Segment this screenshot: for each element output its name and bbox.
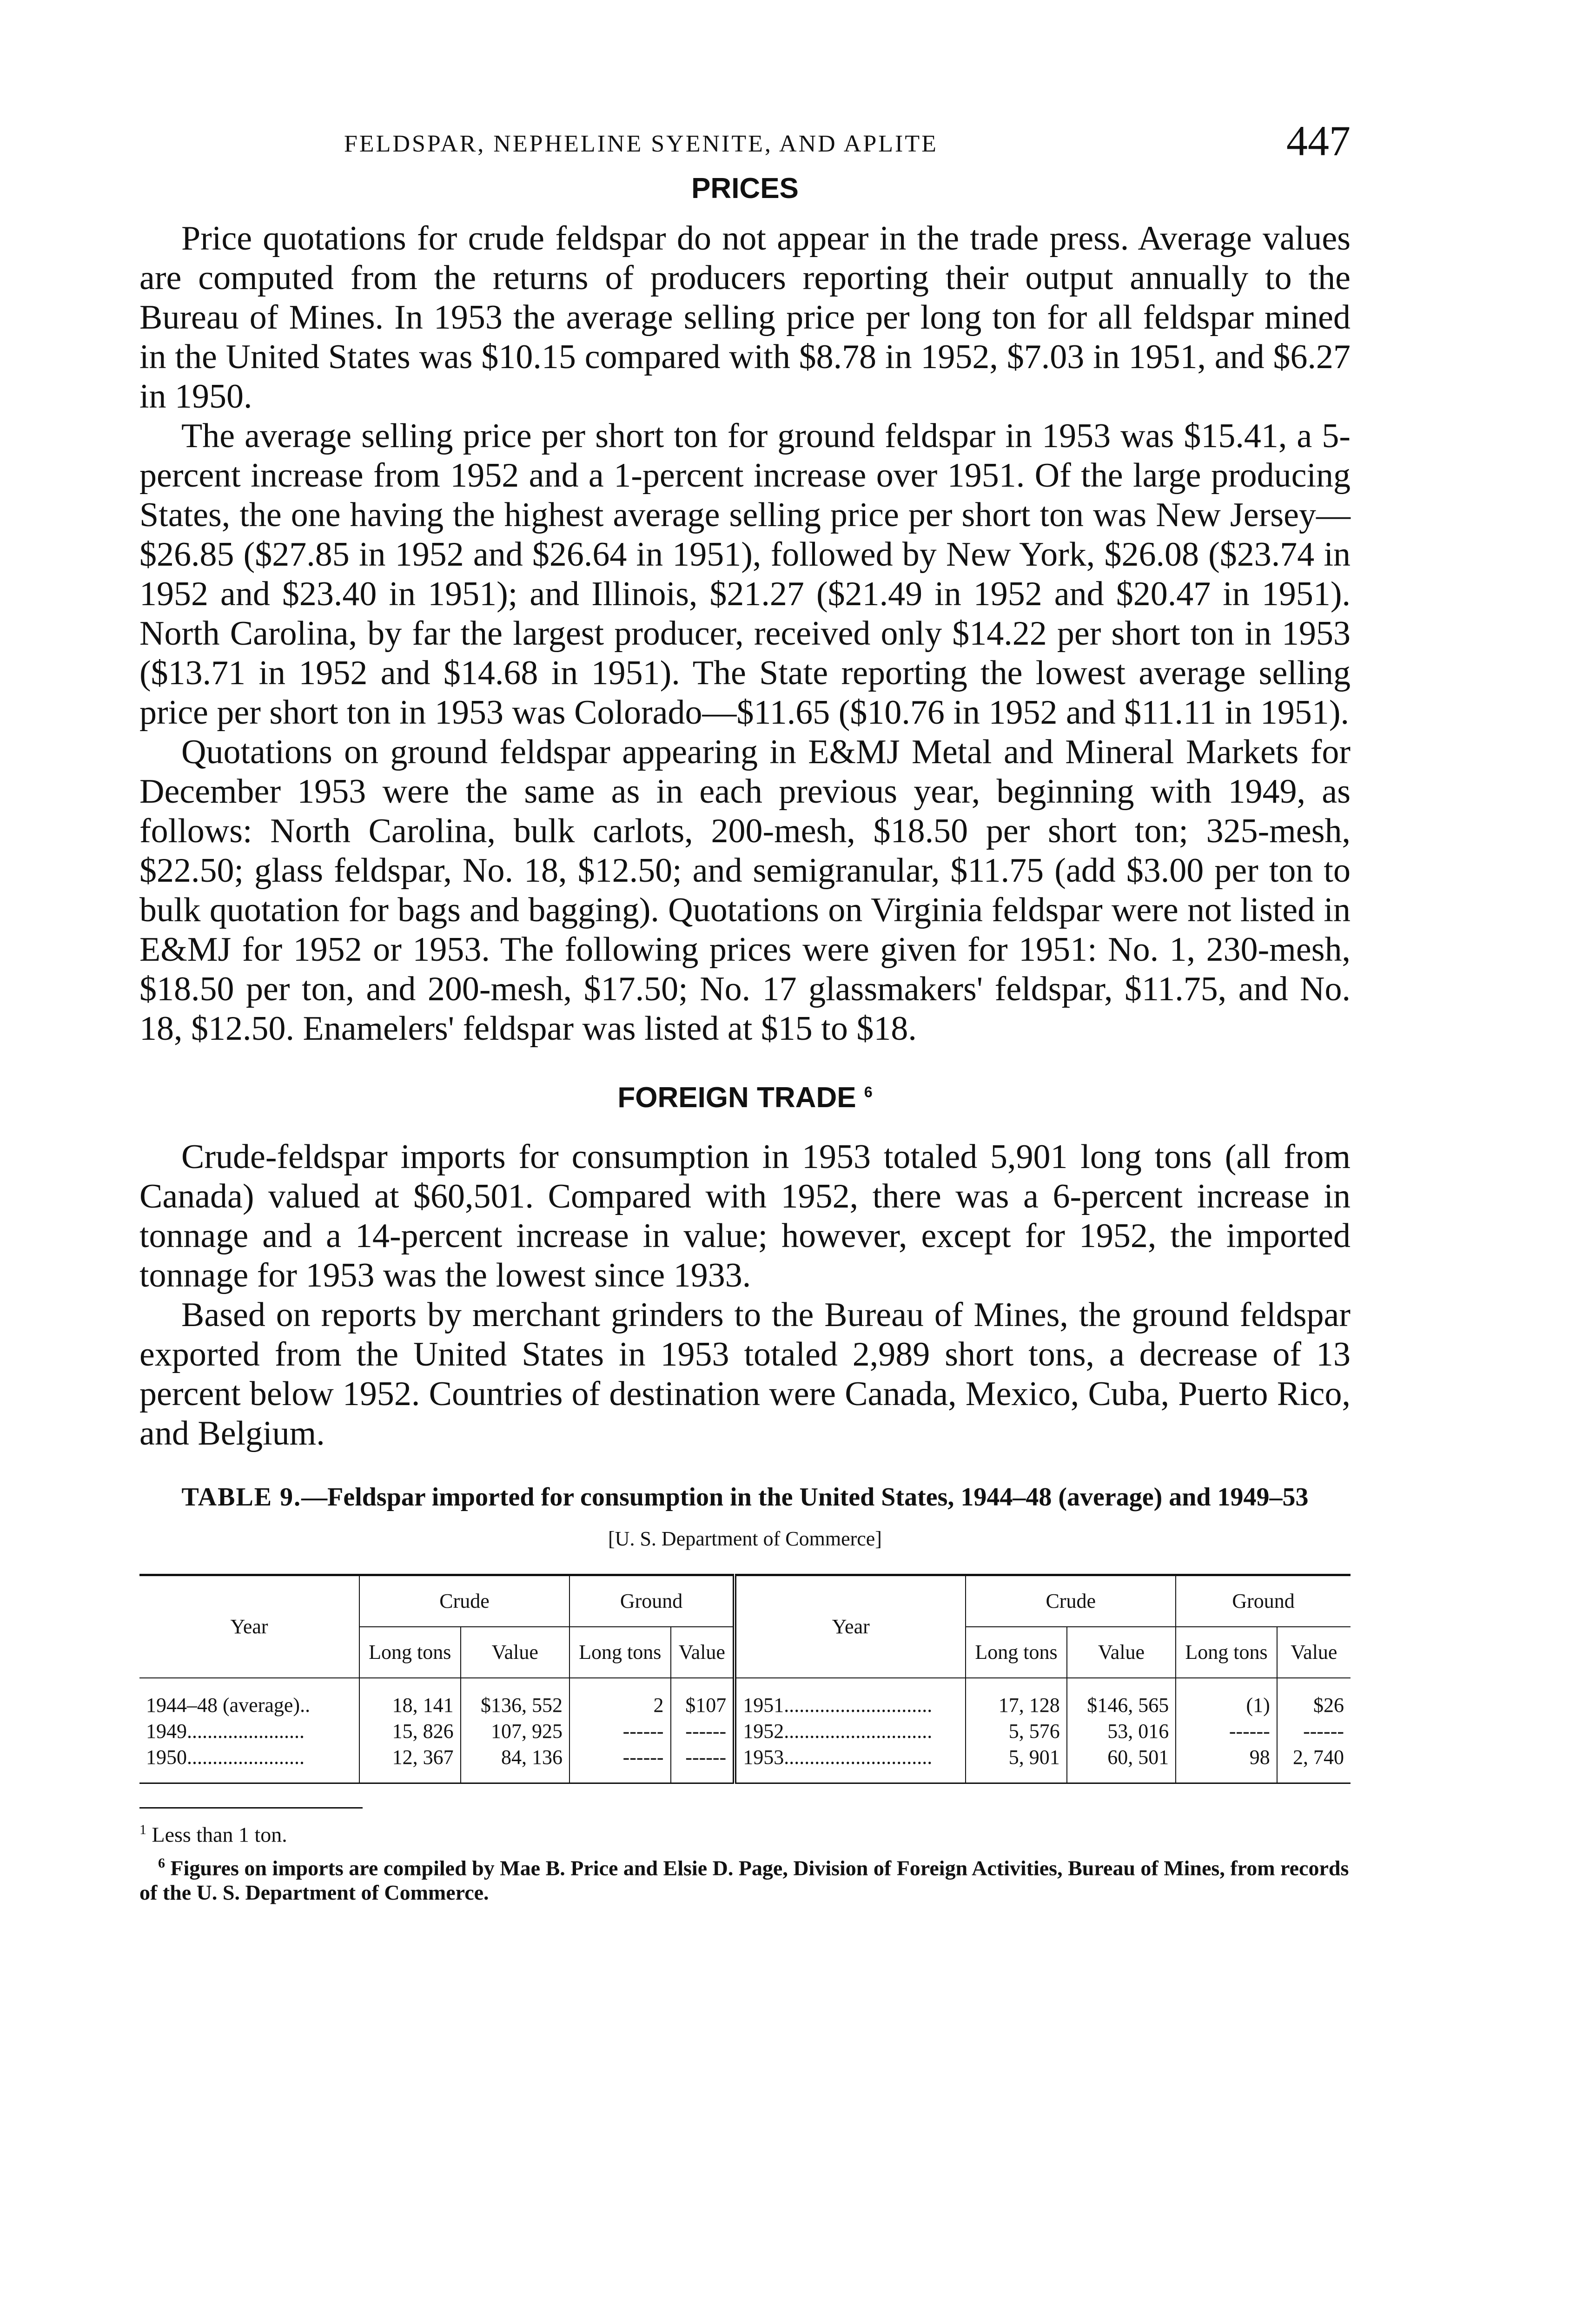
table-source: [U. S. Department of Commerce] (608, 1527, 882, 1550)
col-ground-tons-right: Long tons (1176, 1627, 1277, 1678)
col-crude-right: Crude (966, 1575, 1176, 1627)
crude-value-cell: $146, 565 (1067, 1678, 1176, 1718)
prices-heading: PRICES (691, 172, 799, 205)
col-year-right: Year (735, 1575, 966, 1678)
running-head (139, 107, 1351, 172)
ground-tons-cell: ------ (569, 1718, 671, 1744)
foreign-trade-heading-text: FOREIGN TRADE (617, 1082, 856, 1114)
crude-tons-cell: 5, 901 (966, 1744, 1067, 1783)
prices-paragraph-1: Price quotations for crude feldspar do not appear in the trade press. Average values are computed from the returns of producers reporting their output annually to the Bureau of Mines. In 1953 the average selling price per long ton for all feldspar mined in the United States was $10.15 compared with $8.78 in 1952, $7.03 in 1951, and $6.27 in 1950. (139, 219, 1351, 416)
prices-paragraph-3: Quotations on ground feldspar appearing in E&MJ Metal and Mineral Markets for December 1953 were the same as in each previous year, beginning with 1949, as follows: North Carolina, bulk carlots, 200-mesh, $18.50 per short ton; 325-mesh, $22.50; glass feldspar, No. 18, $12.50; and semigranular, $11.75 (add $3.00 per ton to bulk quotation for bags and bagging). Quotations on Virginia feldspar were not listed in E&MJ for 1952 or 1953. The following prices were given for 1951: No. 1, 230-mesh, $18.50 per ton, and 200-mesh, $17.50; No. 17 glassmakers' feldspar, $11.75, and No. 18, $12.50. Enamelers' feldspar was listed at $15 to $18. (139, 733, 1351, 1048)
col-ground-left: Ground (569, 1575, 735, 1627)
table-row (139, 1744, 1351, 1783)
col-year-left: Year (139, 1575, 359, 1678)
ground-value-cell: $107 (671, 1678, 735, 1718)
year-cell: 1950....................... (146, 1746, 305, 1769)
footnote-6-text: Figures on imports are compiled by Mae B. Price and Elsie D. Page, Division of Foreign Activities, Bureau of Mines, from records of the U. S. Department of Commerce. (139, 1856, 1349, 1904)
crude-value-cell: $136, 552 (461, 1678, 569, 1718)
table-row (139, 1718, 1351, 1744)
crude-tons-cell: 5, 576 (966, 1718, 1067, 1744)
table-caption-text: —Feldspar imported for consumption in the United States, 1944–48 (average) and 1949–53 (301, 1483, 1309, 1512)
footnote-1-text: Less than 1 ton. (152, 1822, 287, 1847)
col-crude-left: Crude (359, 1575, 569, 1627)
footnote-6 (139, 1851, 1351, 1904)
year-cell: 1953............................. (735, 1744, 966, 1783)
crude-tons-cell: 15, 826 (359, 1718, 461, 1744)
foreign-trade-paragraph-1: Crude-feldspar imports for consumption in 1953 totaled 5,901 long tons (all from Canada) valued at $60,501. Compared with 1952, there was a 6-percent increase in tonnage and a 14-percent increase in value; however, except for 1952, the imported tonnage for 1953 was the lowest since 1933. (139, 1138, 1351, 1294)
crude-value-cell: 60, 501 (1067, 1744, 1176, 1783)
ground-tons-cell: ------ (569, 1744, 671, 1783)
ground-tons-cell: 2 (569, 1678, 671, 1718)
prices-paragraph-2: The average selling price per short ton for ground feldspar in 1953 was $15.41, a 5-percent increase from 1952 and a 1-percent increase over 1951. Of the large producing States, the one having the highest average selling price per short ton was New Jersey—$26.85 ($27.85 in 1952 and $26.64 in 1951), followed by New York, $26.08 ($23.74 in 1952 and $23.40 in 1951); and Illinois, $21.27 ($21.49 in 1952 and $20.47 in 1951). North Carolina, by far the largest producer, received only $14.22 per short ton in 1953 ($13.71 in 1952 and $14.68 in 1951). The State reporting the lowest average selling price per short ton in 1953 was Colorado—$11.65 ($10.76 in 1952 and $11.11 in 1951). (139, 417, 1351, 732)
crude-tons-cell: 12, 367 (359, 1744, 461, 1783)
year-cell: 1952............................. (735, 1718, 966, 1744)
foreign-trade-footnote-mark: 6 (864, 1083, 873, 1101)
footnote-rule (139, 1807, 363, 1809)
footnote-1-mark: 1 (139, 1822, 146, 1837)
ground-value-cell: $26 (1277, 1678, 1351, 1718)
year-cell: 1944–48 (average).. (146, 1694, 311, 1717)
ground-tons-cell: 98 (1176, 1744, 1277, 1783)
crude-value-cell: 84, 136 (461, 1744, 569, 1783)
running-title: FELDSPAR, NEPHELINE SYENITE, AND APLITE (344, 131, 938, 157)
ground-tons-cell: ------ (1176, 1718, 1277, 1744)
col-crude-tons-right: Long tons (966, 1627, 1067, 1678)
footnote-1 (139, 1818, 1351, 1847)
table-caption-label: TABLE 9. (181, 1483, 302, 1512)
foreign-trade-heading (139, 1081, 1351, 1114)
col-ground-tons-left: Long tons (569, 1627, 671, 1678)
col-ground-value-left: Value (671, 1627, 735, 1678)
crude-value-cell: 53, 016 (1067, 1718, 1176, 1744)
ground-tons-cell: (1) (1176, 1678, 1277, 1718)
year-cell: 1949....................... (146, 1720, 305, 1743)
year-cell: 1951............................. (735, 1678, 966, 1718)
imports-table (139, 1574, 1351, 1784)
page (139, 107, 1351, 1909)
crude-value-cell: 107, 925 (461, 1718, 569, 1744)
col-crude-value-right: Value (1067, 1627, 1176, 1678)
ground-value-cell: ------ (671, 1718, 735, 1744)
ground-value-cell: ------ (671, 1744, 735, 1783)
col-ground-right: Ground (1176, 1575, 1351, 1627)
page-number: 447 (1286, 117, 1351, 165)
crude-tons-cell: 18, 141 (359, 1678, 461, 1718)
col-crude-tons-left: Long tons (359, 1627, 461, 1678)
ground-value-cell: 2, 740 (1277, 1744, 1351, 1783)
crude-tons-cell: 17, 128 (966, 1678, 1067, 1718)
table-row (139, 1678, 1351, 1718)
col-crude-value-left: Value (461, 1627, 569, 1678)
footnote-6-mark: 6 (158, 1855, 165, 1871)
foreign-trade-paragraph-2: Based on reports by merchant grinders to the Bureau of Mines, the ground feldspar exported from the United States in 1953 totaled 2,989 short tons, a decrease of 13 percent below 1952. Countries of destination were Canada, Mexico, Cuba, Puerto Rico, and Belgium. (139, 1296, 1351, 1452)
table-caption (139, 1481, 1351, 1513)
ground-value-cell: ------ (1277, 1718, 1351, 1744)
col-ground-value-right: Value (1277, 1627, 1351, 1678)
